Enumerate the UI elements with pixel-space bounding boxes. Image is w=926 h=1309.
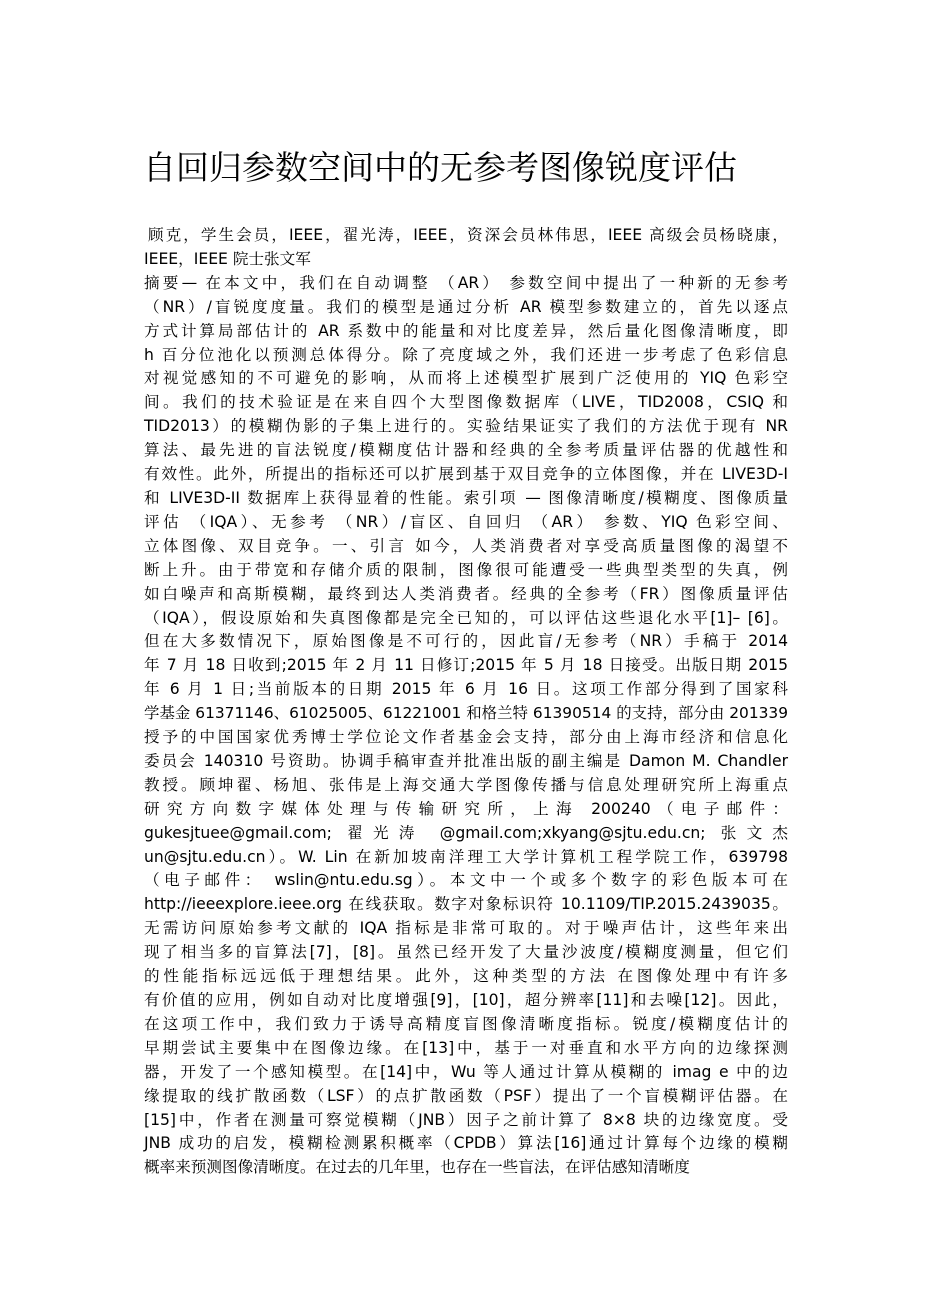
paper-body [144, 224, 788, 1180]
body-line: 委员会 140310 号资助。协调手稿审查并批准出版的副主编是 Damon M. Chandler [144, 751, 788, 770]
author-line: 顾克，学生会员，IEEE，翟光涛，IEEE，资深会员林伟思，IEEE 高级会员杨晓康， [148, 226, 788, 244]
body-line: 年 6 月 1 日;当前版本的日期 2015 年 6 月 16 日。这项工作部分得到了国家科 [144, 680, 788, 699]
body-line: http://ieeexplore.ieee.org 在线获取。数字对象标识符 10.1109/TIP.2015.2439035。 [144, 895, 788, 914]
body-line: 在这项工作中，我们致力于诱导高精度盲图像清晰度指标。锐度/模糊度估计的 [144, 1014, 788, 1033]
body-line: TID2013）的模糊伪影的子集上进行的。实验结果证实了我们的方法优于现有 NR [144, 417, 788, 436]
body-line: 如白噪声和高斯模糊，最终到达人类消费者。经典的全参考（FR）图像质量评估 [144, 584, 788, 603]
body-line: 年 7 月 18 日收到;2015 年 2 月 11 日修订;2015 年 5 月 18 日接受。出版日期 2015 [144, 656, 788, 675]
body-line: 早期尝试主要集中在图像边缘。在[13]中，基于一对垂直和水平方向的边缘探测 [144, 1038, 788, 1057]
body-line: 缘提取的线扩散函数（LSF）的点扩散函数（PSF）提出了一个盲模糊评估器。在 [144, 1086, 788, 1105]
body-line: JNB 成功的启发，模糊检测累积概率（CPDB）算法[16]通过计算每个边缘的模糊 [144, 1134, 788, 1153]
body-line: 学基金 61371146、61025005、61221001 和格兰特 61390514 的支持，部分由 201339 [144, 704, 788, 723]
paper-title: 自回归参数空间中的无参考图像锐度评估 [143, 148, 737, 187]
body-line: [15]中，作者在测量可察觉模糊（JNB）因子之前计算了 8×8 块的边缘宽度。受 [144, 1110, 788, 1129]
body-line: 但在大多数情况下，原始图像是不可行的，因此盲/无参考（NR）手稿于 2014 [144, 632, 788, 651]
body-line: gukesjtuee@gmail.com; 翟光涛 @gmail.com;xkyang@sjtu.edu.cn; 张文杰 [144, 823, 788, 842]
body-line: 和 LIVE3D-II 数据库上获得显着的性能。索引项 — 图像清晰度/模糊度、图像质量 [144, 488, 788, 507]
body-line: 间。我们的技术验证是在来自四个大型图像数据库（LIVE，TID2008，CSIQ 和 [144, 393, 788, 412]
body-line: 断上升。由于带宽和存储介质的限制，图像很可能遭受一些典型类型的失真，例 [144, 560, 788, 579]
body-line: 研究方向数字媒体处理与传输研究所，上海 200240（电子邮件： [144, 799, 788, 818]
body-line: h 百分位池化以预测总体得分。除了亮度域之外，我们还进一步考虑了色彩信息 [144, 345, 788, 364]
body-line: un@sjtu.edu.cn）。W. Lin 在新加坡南洋理工大学计算机工程学院工作，639798 [144, 847, 788, 866]
body-line: 有价值的应用，例如自动对比度增强[9]，[10]，超分辨率[11]和去噪[12]。因此， [144, 991, 788, 1009]
body-line: （电子邮件： wslin@ntu.edu.sg）。本文中一个或多个数字的彩色版本可在 [144, 871, 788, 890]
body-line: 方式计算局部估计的 AR 系数中的能量和对比度差异，然后量化图像清晰度，即 [144, 321, 788, 340]
body-line: 有效性。此外，所提出的指标还可以扩展到基于双目竞争的立体图像，并在 LIVE3D-I [144, 465, 788, 484]
body-line: 算法、最先进的盲法锐度/模糊度估计器和经典的全参考质量评估器的优越性和 [144, 441, 788, 460]
body-line: 立体图像、双目竞争。一、引言 如今，人类消费者对享受高质量图像的渴望不 [144, 536, 788, 555]
author-line: IEEE，IEEE 院士张文军 [144, 249, 311, 268]
body-line: 对视觉感知的不可避免的影响，从而将上述模型扩展到广泛使用的 YIQ 色彩空 [144, 369, 788, 388]
body-line: 评估 （IQA）、无参考 （NR）/盲区、自回归 （AR） 参数、YIQ 色彩空间、 [144, 512, 788, 531]
body-line: （IQA），假设原始和失真图像都是完全已知的，可以评估这些退化水平[1]– [6]。 [144, 608, 788, 627]
body-line: 器，开发了一个感知模型。在[14]中，Wu 等人通过计算从模糊的 imag e 中的边 [144, 1062, 788, 1081]
body-line: 教授。顾坤翟、杨旭、张伟是上海交通大学图像传播与信息处理研究所上海重点 [144, 775, 788, 794]
body-line: 概率来预测图像清晰度。在过去的几年里，也存在一些盲法，在评估感知清晰度 [144, 1158, 690, 1177]
body-line: 授予的中国国家优秀博士学位论文作者基金会支持，部分由上海市经济和信息化 [144, 728, 788, 747]
body-line: 无需访问原始参考文献的 IQA 指标是非常可取的。对于噪声估计，这些年来出 [144, 919, 788, 938]
body-line: 现了相当多的盲算法[7]，[8]。虽然已经开发了大量沙波度/模糊度测量，但它们 [144, 943, 788, 962]
body-line: （NR）/盲锐度度量。我们的模型是通过分析 AR 模型参数建立的，首先以逐点 [144, 297, 788, 316]
body-line: 摘要— 在本文中，我们在自动调整 （AR） 参数空间中提出了一种新的无参考 [144, 273, 788, 292]
body-line: 的性能指标远远低于理想结果。此外，这种类型的方法 在图像处理中有许多 [144, 967, 788, 986]
